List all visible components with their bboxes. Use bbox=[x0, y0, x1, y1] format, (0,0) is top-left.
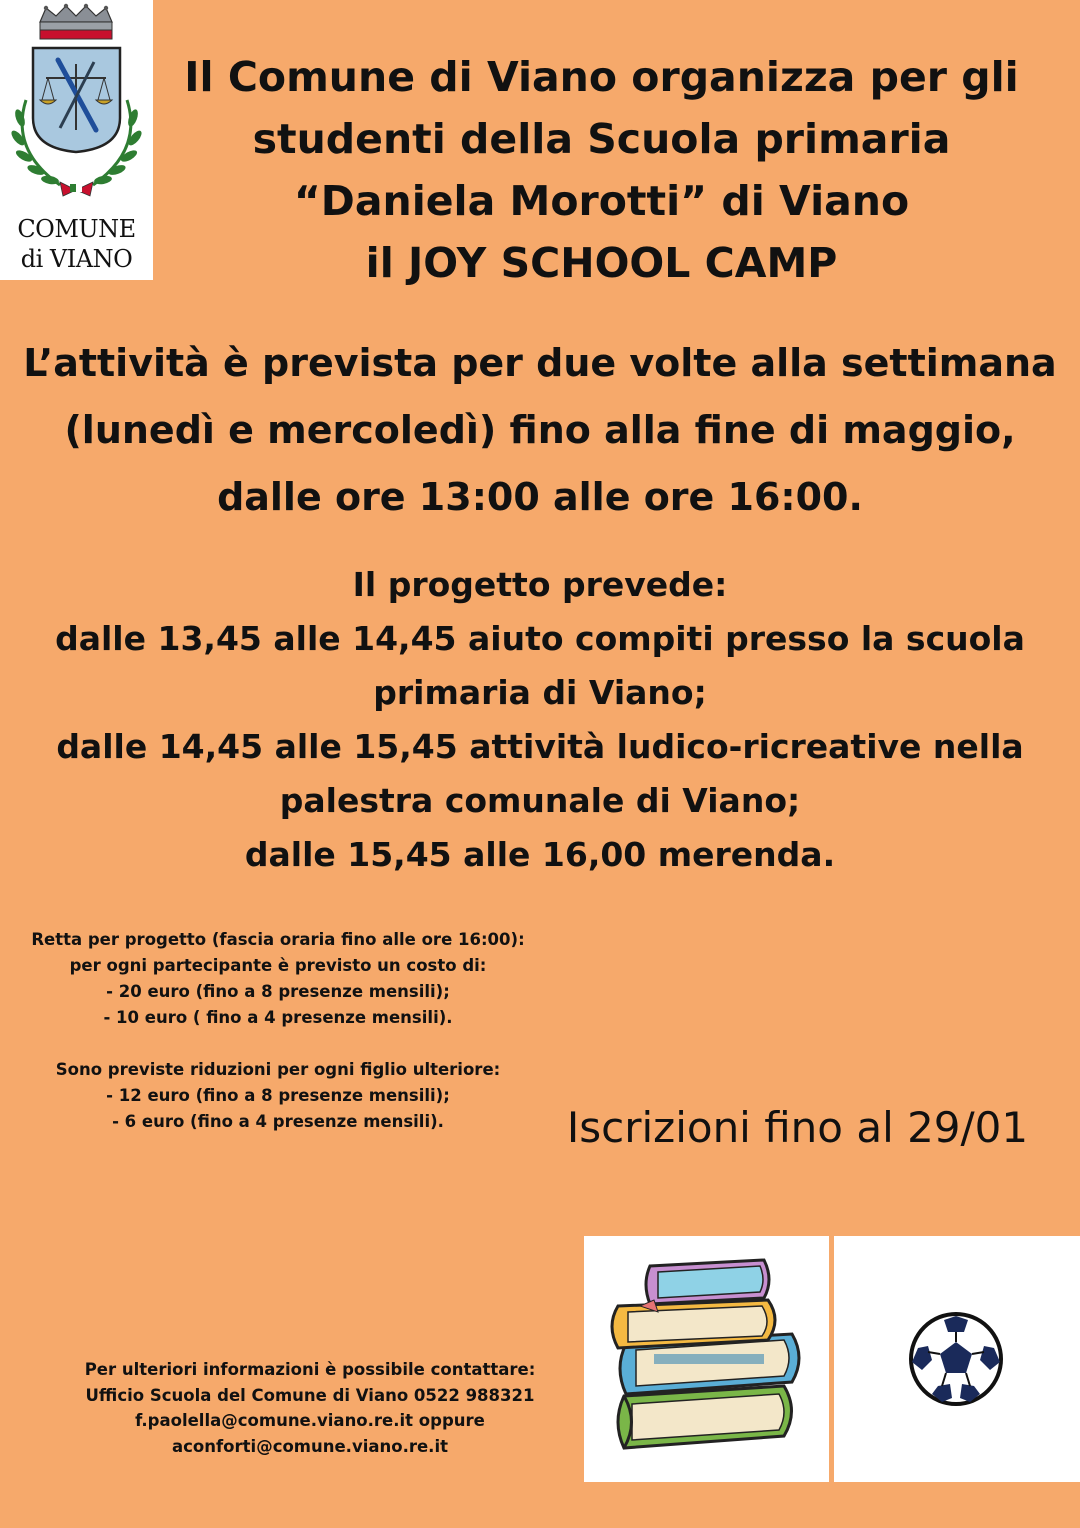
project-description bbox=[0, 558, 1080, 882]
project-line: dalle 15,45 alle 16,00 merenda. bbox=[244, 835, 836, 874]
logo-text-viano: di VIANO bbox=[20, 245, 133, 273]
project-line: primaria di Viano; bbox=[373, 673, 707, 712]
contact-email[interactable]: f.paolella@comune.viano.re.it oppure bbox=[135, 1411, 485, 1430]
schedule-text bbox=[0, 330, 1080, 531]
headline-line: Il Comune di Viano organizza per gli bbox=[184, 53, 1019, 101]
fee-line: - 12 euro (fino a 8 presenze mensili); bbox=[106, 1086, 450, 1105]
fee-spacer bbox=[0, 1031, 556, 1057]
project-line: palestra comunale di Viano; bbox=[279, 781, 801, 820]
schedule-line: (lunedì e mercoledì) fino alla fine di maggio, bbox=[64, 408, 1016, 452]
project-line: dalle 13,45 alle 14,45 aiuto compiti presso la scuola bbox=[55, 619, 1025, 658]
fee-line: - 20 euro (fino a 8 presenze mensili); bbox=[106, 982, 450, 1001]
municipal-crest-icon bbox=[0, 0, 153, 215]
fee-line: per ogni partecipante è previsto un costo di: bbox=[69, 956, 487, 975]
schedule-line: dalle ore 13:00 alle ore 16:00. bbox=[217, 475, 863, 519]
book-stack-icon bbox=[584, 1236, 829, 1482]
fee-details bbox=[0, 927, 556, 1135]
fee-line: Retta per progetto (fascia oraria fino alle ore 16:00): bbox=[31, 930, 525, 949]
logo-text-comune: COMUNE bbox=[17, 215, 136, 243]
headline bbox=[153, 46, 1050, 294]
municipal-logo bbox=[0, 0, 153, 280]
soccer-ball-icon bbox=[834, 1236, 1080, 1482]
ball-image bbox=[834, 1236, 1080, 1482]
contact-email[interactable]: aconforti@comune.viano.re.it bbox=[172, 1436, 448, 1456]
project-line: dalle 14,45 alle 15,45 attività ludico-ricreative nella bbox=[56, 727, 1024, 766]
fee-line: - 10 euro ( fino a 4 presenze mensili). bbox=[103, 1008, 453, 1027]
schedule-line: L’attività è prevista per due volte alla settimana bbox=[23, 341, 1057, 385]
headline-line: “Daniela Morotti” di Viano bbox=[293, 177, 910, 225]
headline-line: il JOY SCHOOL CAMP bbox=[365, 239, 838, 287]
fee-line: Sono previste riduzioni per ogni figlio ulteriore: bbox=[55, 1060, 501, 1079]
headline-line: studenti della Scuola primaria bbox=[252, 115, 951, 163]
contact-line: Ufficio Scuola del Comune di Viano 0522 988321 bbox=[85, 1385, 535, 1405]
fee-line: - 6 euro (fino a 4 presenze mensili). bbox=[112, 1112, 444, 1131]
contact-line: Per ulteriori informazioni è possibile contattare: bbox=[84, 1360, 536, 1379]
contact-info bbox=[40, 1357, 580, 1459]
registration-deadline: Iscrizioni fino al 29/01 bbox=[566, 1103, 1029, 1152]
project-line: Il progetto prevede: bbox=[352, 565, 728, 604]
books-image bbox=[584, 1236, 829, 1482]
